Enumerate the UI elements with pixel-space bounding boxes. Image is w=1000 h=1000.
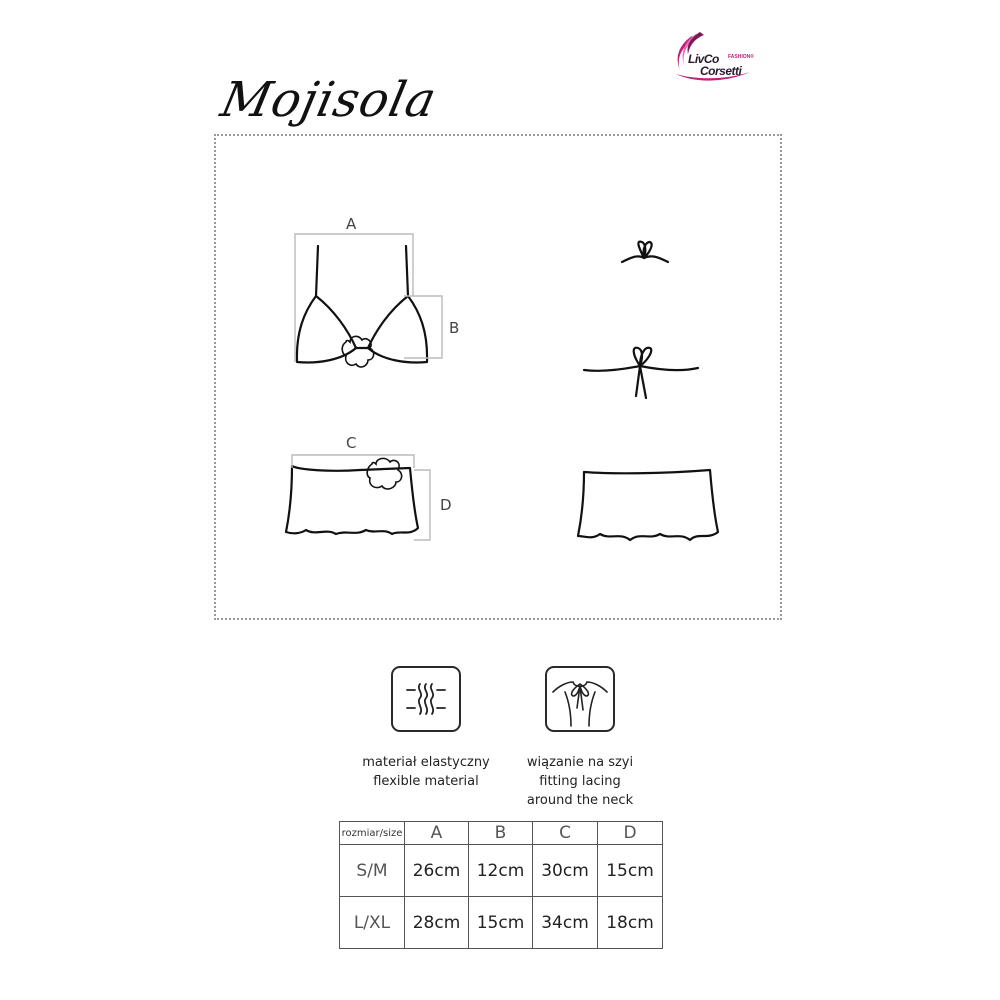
column-c: C [533, 822, 598, 845]
table-cell: 12cm [469, 845, 533, 897]
bra-front-sketch [297, 246, 427, 362]
pompom-skirt-icon [367, 458, 401, 489]
label-c: C [346, 434, 357, 452]
size-table [339, 821, 663, 949]
logo-line2: Corsetti [700, 64, 742, 78]
feature-flexible [356, 753, 496, 791]
column-d: D [598, 822, 663, 845]
feature-flexible-line1: materiał elastyczny [362, 755, 490, 770]
skirt-back-sketch [578, 470, 718, 540]
label-b: B [449, 319, 460, 337]
feature-neck-line3: around the neck [526, 793, 634, 808]
feature-flexible-line2: flexible material [373, 774, 479, 789]
feature-neck [510, 753, 650, 810]
label-a: A [346, 215, 357, 233]
size-label: L/XL [340, 897, 405, 949]
column-a: A [405, 822, 469, 845]
table-row [340, 897, 663, 949]
product-title: Mojisola [216, 72, 442, 128]
table-cell: 15cm [598, 845, 663, 897]
pompom-bra-icon [342, 336, 373, 367]
logo-fashion: FASHION® [728, 54, 754, 60]
size-label: S/M [340, 845, 405, 897]
wavy-lines-icon [393, 668, 459, 730]
logo-line1: LivCo [688, 52, 719, 66]
column-b: B [469, 822, 533, 845]
feature-flexible-box [391, 666, 461, 732]
feature-neck-line2: fitting lacing [539, 774, 621, 789]
table-cell: 15cm [469, 897, 533, 949]
bra-back-sketch [584, 242, 698, 398]
table-cell: 18cm [598, 897, 663, 949]
table-cell: 26cm [405, 845, 469, 897]
table-cell: 28cm [405, 897, 469, 949]
label-d: D [440, 496, 452, 514]
skirt-front-sketch [286, 466, 418, 534]
feature-neck-line1: wiązanie na szyi [526, 755, 634, 770]
measurement-guides [292, 234, 442, 540]
table-row [340, 845, 663, 897]
table-cell: 30cm [533, 845, 598, 897]
feature-neck-box [545, 666, 615, 732]
neck-tie-icon [547, 668, 613, 730]
size-table-header [340, 822, 663, 845]
size-table-corner: rozmiar/size [340, 822, 405, 845]
table-cell: 34cm [533, 897, 598, 949]
